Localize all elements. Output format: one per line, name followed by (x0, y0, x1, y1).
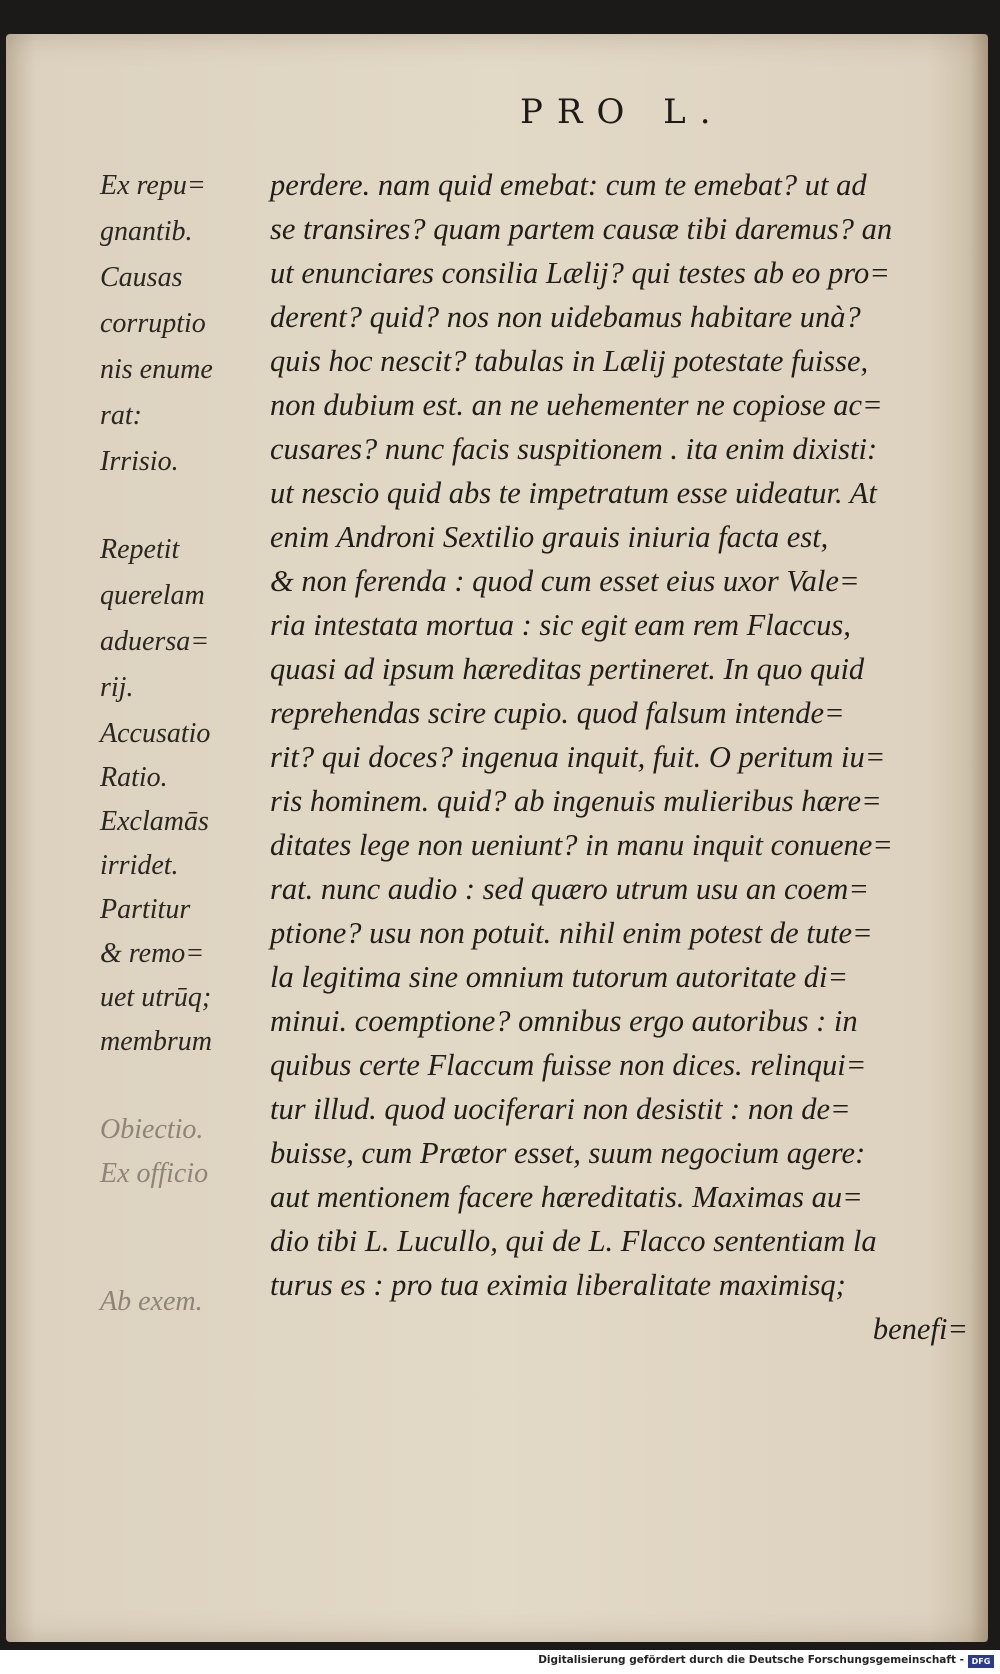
text-line: ria intestata mortua : sic egit eam rem Flaccus, (270, 608, 851, 642)
text-line: derent? quid? nos non uidebamus habitare unà? (270, 300, 861, 334)
text-line: quis hoc nescit? tabulas in Lælij potestate fuisse, (270, 344, 869, 378)
margin-note: rat: (100, 400, 142, 431)
catchword: benefi= (872, 1312, 968, 1346)
text-line: rat. nunc audio : sed quæro utrum usu an coem= (270, 872, 869, 906)
text-line: se transires? quam partem causæ tibi daremus? an (270, 212, 893, 246)
text-line: reprehendas scire cupio. quod falsum intende= (270, 696, 845, 730)
text-line: minui. coemptione? omnibus ergo autoribus : in (270, 1004, 858, 1038)
text-line: quasi ad ipsum hæreditas pertineret. In quo quid (270, 652, 865, 686)
text-line: non dubium est. an ne uehementer ne copiose ac= (270, 388, 883, 422)
text-line: dio tibi L. Lucullo, qui de L. Flacco sententiam la (270, 1224, 877, 1258)
text-line: perdere. nam quid emebat: cum te emebat? ut ad (270, 168, 867, 202)
margin-note: irridet. (100, 850, 179, 881)
margin-note: corruptio (100, 308, 206, 339)
margin-note: querelam (100, 580, 205, 611)
text-line: & non ferenda : quod cum esset eius uxor Vale= (270, 564, 860, 598)
text-line: quibus certe Flaccum fuisse non dices. relinqui= (270, 1048, 867, 1082)
text-line: ditates lege non ueniunt? in manu inquit conuene= (270, 828, 893, 862)
text-line: enim Androni Sextilio grauis iniuria facta est, (270, 520, 829, 554)
dfg-logo: DFG (968, 1655, 994, 1668)
text-line: tur illud. quod uociferari non desistit : non de= (270, 1092, 851, 1126)
text-line: ptione? usu non potuit. nihil enim potest de tute= (270, 916, 873, 950)
margin-note: Exclamās (100, 806, 209, 837)
text-line: cusares? nunc facis suspitionem . ita enim dixisti: (270, 432, 878, 466)
text-line: turus es : pro tua eximia liberalitate maximisq; (270, 1268, 846, 1302)
margin-note: Ratio. (100, 762, 168, 793)
text-line: rit? qui doces? ingenua inquit, fuit. O peritum iu= (270, 740, 886, 774)
text-line: ut enunciares consilia Lælij? qui testes ab eo pro= (270, 256, 890, 290)
margin-note: gnantib. (100, 216, 193, 247)
margin-note: rij. (100, 672, 134, 703)
margin-note: membrum (100, 1026, 212, 1057)
text-line: buisse, cum Prætor esset, suum negocium agere: (270, 1136, 866, 1170)
funding-credit: Digitalisierung gefördert durch die Deutsche Forschungsgemeinschaft - (538, 1654, 964, 1666)
margin-note: & remo= (100, 938, 205, 969)
page-edge-shading (970, 34, 988, 1642)
margin-note: Irrisio. (100, 446, 179, 477)
margin-note: Ex repu= (100, 170, 206, 201)
margin-note: Causas (100, 262, 183, 293)
margin-note: aduersa= (100, 626, 210, 657)
margin-note: nis enume (100, 354, 213, 385)
margin-note: Repetit (100, 534, 180, 565)
margin-note: Obiectio. (100, 1114, 204, 1145)
margin-note: Ex officio (100, 1158, 209, 1189)
text-line: ut nescio quid abs te impetratum esse uideatur. At (270, 476, 877, 510)
text-line: aut mentionem facere hæreditatis. Maximas au= (270, 1180, 863, 1214)
text-line: ris hominem. quid? ab ingenuis mulieribus hære= (270, 784, 882, 818)
margin-note: uet utrūq; (100, 982, 212, 1013)
margin-note: Ab exem. (100, 1286, 203, 1317)
running-head: PRO L. (520, 92, 725, 132)
footer-bar (0, 1650, 1000, 1674)
text-line: la legitima sine omnium tutorum autoritate di= (270, 960, 849, 994)
margin-note: Partitur (100, 894, 191, 925)
margin-note: Accusatio (100, 718, 211, 749)
